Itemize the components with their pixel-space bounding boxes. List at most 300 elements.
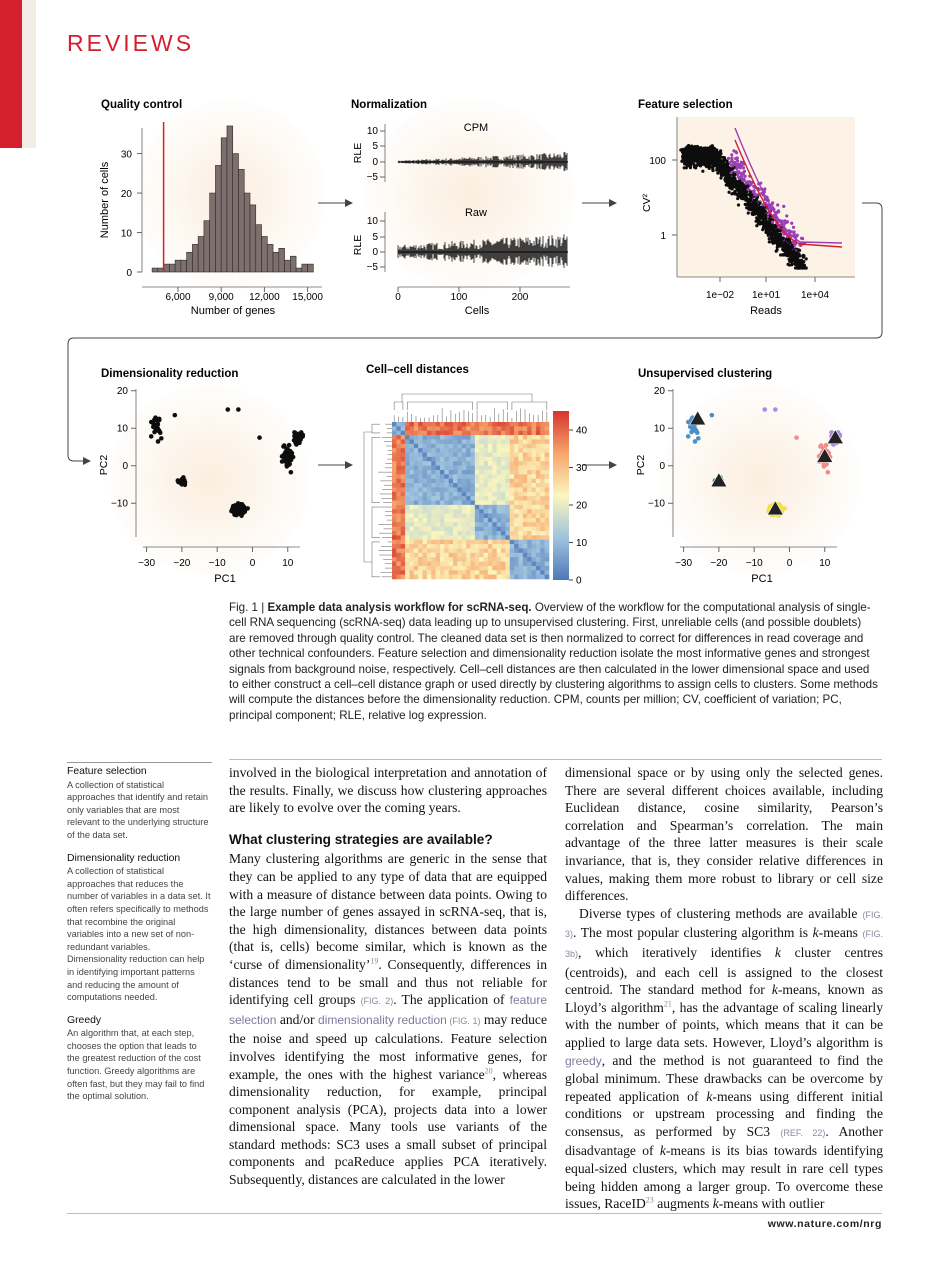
heatmap-cell (423, 509, 428, 514)
glossary-link-feature-selection[interactable]: feature selection (229, 993, 547, 1027)
heatmap-cell (484, 557, 489, 562)
heatmap-cell (409, 466, 414, 471)
heatmap-cell (471, 439, 476, 444)
gene-point (701, 157, 704, 160)
heatmap-cell (484, 570, 489, 575)
heatmap-cell (523, 492, 528, 497)
heatmap-cell (540, 435, 545, 440)
heatmap-cell (471, 514, 476, 519)
heatmap-cell (484, 553, 489, 558)
cell-point (181, 475, 186, 480)
heatmap-cell (431, 439, 436, 444)
heatmap-cell (462, 501, 467, 506)
heatmap-cell (492, 483, 497, 488)
heatmap-cell (532, 453, 537, 458)
dr-xtick: 10 (282, 558, 294, 569)
heatmap-cell (479, 492, 484, 497)
heatmap-cell (488, 522, 493, 527)
heatmap-cell (462, 461, 467, 466)
gene-point (756, 204, 759, 207)
heatmap-cell (440, 439, 445, 444)
gene-point (797, 248, 800, 251)
qc-xtick: 15,000 (292, 292, 323, 303)
heatmap-cell (449, 501, 454, 506)
heatmap-cell (479, 470, 484, 475)
heatmap-cell (479, 453, 484, 458)
heatmap-cell (505, 522, 510, 527)
heatmap-cell (418, 479, 423, 484)
heatmap-cell (431, 435, 436, 440)
heatmap-cell (497, 466, 502, 471)
heatmap-cell (492, 518, 497, 523)
heatmap-cell (431, 527, 436, 532)
heatmap-cell (453, 483, 458, 488)
heatmap-cell (492, 527, 497, 532)
heatmap-cell (505, 562, 510, 567)
heatmap-cell (392, 483, 397, 488)
heatmap-cell (497, 439, 502, 444)
heatmap-cell (479, 444, 484, 449)
heatmap-cell (436, 557, 441, 562)
heatmap-cell (440, 553, 445, 558)
heatmap-cell (479, 483, 484, 488)
heatmap-cell (409, 548, 414, 553)
heatmap-cell (514, 575, 519, 580)
figure-caption (229, 600, 879, 723)
heatmap-cell (484, 466, 489, 471)
heatmap-cell (536, 531, 541, 536)
heatmap-cell (392, 496, 397, 501)
heatmap-cell (536, 470, 541, 475)
heatmap-cell (444, 466, 449, 471)
heatmap-cell (492, 435, 497, 440)
heatmap-cell (475, 483, 480, 488)
heatmap-cell (492, 540, 497, 545)
heatmap-cell (401, 448, 406, 453)
heatmap-cell (392, 466, 397, 471)
heatmap-cell (405, 527, 410, 532)
heatmap-cell (488, 518, 493, 523)
heatmap-cell (462, 522, 467, 527)
heatmap-cell (518, 453, 523, 458)
heatmap-cell (457, 548, 462, 553)
heatmap-cell (518, 496, 523, 501)
heatmap-cell (492, 557, 497, 562)
heatmap-cell (536, 518, 541, 523)
heatmap-cell (418, 553, 423, 558)
heatmap-cell (501, 527, 506, 532)
fig1-link[interactable]: (FIG. 1) (446, 1015, 481, 1026)
heatmap-cell (457, 514, 462, 519)
heatmap-cell (418, 453, 423, 458)
heatmap-cell (518, 492, 523, 497)
heatmap-cell (423, 544, 428, 549)
heatmap-cell (479, 540, 484, 545)
heatmap-cell (484, 562, 489, 567)
heatmap-cell (536, 439, 541, 444)
heatmap-cell (457, 422, 462, 427)
heatmap-cell (527, 435, 532, 440)
heatmap-cell (545, 466, 550, 471)
cell-point (826, 470, 831, 475)
heatmap-cell (449, 492, 454, 497)
heatmap-cell (540, 492, 545, 497)
heatmap-cell (527, 492, 532, 497)
heatmap-cell (466, 501, 471, 506)
heatmap-cell (532, 518, 537, 523)
heatmap-cell (484, 470, 489, 475)
heatmap-cell (540, 444, 545, 449)
heatmap-cell (431, 575, 436, 580)
fig3-link[interactable]: (FIG. 3) (565, 909, 883, 940)
heatmap-cell (492, 444, 497, 449)
heatmap-cell (532, 466, 537, 471)
heatmap-cell (514, 562, 519, 567)
heatmap-cell (536, 522, 541, 527)
heatmap-cell (501, 435, 506, 440)
heatmap-cell (436, 461, 441, 466)
heatmap-cell (444, 453, 449, 458)
gene-point (776, 243, 779, 246)
heatmap-cell (523, 466, 528, 471)
heatmap-cell (449, 474, 454, 479)
qc-bar (256, 225, 262, 272)
uc-glow (660, 385, 860, 575)
heatmap-cell (471, 431, 476, 436)
heatmap-cell (518, 557, 523, 562)
heatmap-cell (396, 509, 401, 514)
heatmap-cell (423, 487, 428, 492)
heatmap-cell (510, 461, 515, 466)
heatmap-cell (510, 575, 515, 580)
heatmap-cell (514, 431, 519, 436)
heatmap-cell (414, 570, 419, 575)
heatmap-cell (497, 522, 502, 527)
heatmap-cell (510, 514, 515, 519)
heatmap-cell (462, 457, 467, 462)
heatmap-cell (532, 444, 537, 449)
qc-xlabel: Number of genes (190, 305, 276, 317)
heatmap-cell (453, 566, 458, 571)
gene-point (693, 156, 696, 159)
heatmap-cell (414, 540, 419, 545)
gene-point (683, 155, 686, 158)
heatmap-cell (405, 483, 410, 488)
heatmap-cell (423, 448, 428, 453)
heatmap-cell (536, 474, 541, 479)
cell-point (794, 435, 799, 440)
heatmap-cell (518, 522, 523, 527)
heatmap-cell (488, 562, 493, 567)
heatmap-cell (479, 448, 484, 453)
heatmap-cell (518, 474, 523, 479)
heatmap-cell (405, 474, 410, 479)
heatmap-cell (440, 483, 445, 488)
heatmap-cell (405, 422, 410, 427)
heatmap-cell (514, 487, 519, 492)
heatmap-cell (532, 562, 537, 567)
gene-point (756, 207, 759, 210)
heatmap-cell (392, 535, 397, 540)
heatmap-cell (532, 461, 537, 466)
heatmap-cell (462, 474, 467, 479)
gene-point (747, 211, 750, 214)
heatmap-cell (418, 461, 423, 466)
uc-ytick: −10 (648, 498, 665, 510)
heatmap-cell (475, 479, 480, 484)
heatmap-cell (449, 518, 454, 523)
heatmap-cell (414, 553, 419, 558)
heatmap-cell (414, 426, 419, 431)
dendrogram-branch (364, 432, 372, 562)
heatmap-cell (488, 540, 493, 545)
heatmap-cell (440, 444, 445, 449)
heatmap-cell (414, 496, 419, 501)
heatmap-cell (431, 553, 436, 558)
heatmap-cell (536, 466, 541, 471)
dr-glow (110, 385, 310, 575)
heatmap-cell (501, 426, 506, 431)
cell-point (762, 407, 767, 412)
heatmap-cell (457, 544, 462, 549)
heatmap-cell (484, 487, 489, 492)
heatmap-cell (440, 570, 445, 575)
heatmap-cell (431, 548, 436, 553)
heatmap-cell (423, 527, 428, 532)
heatmap-cell (475, 466, 480, 471)
heatmap-cell (392, 527, 397, 532)
figure-1 (0, 0, 950, 600)
heatmap-cell (532, 439, 537, 444)
heatmap-cell (396, 535, 401, 540)
heatmap-cell (540, 544, 545, 549)
heatmap-cell (545, 535, 550, 540)
heatmap-cell (409, 431, 414, 436)
heatmap-cell (405, 548, 410, 553)
heatmap-cell (510, 435, 515, 440)
heatmap-cell (401, 439, 406, 444)
cell-point (173, 413, 178, 418)
heatmap-cell (501, 470, 506, 475)
heatmap-cell (423, 444, 428, 449)
heatmap-cell (518, 483, 523, 488)
heatmap-cell (510, 531, 515, 536)
heatmap-cell (457, 492, 462, 497)
heatmap-cell (536, 435, 541, 440)
heatmap-cell (479, 557, 484, 562)
heatmap-cell (505, 518, 510, 523)
heatmap-cell (518, 461, 523, 466)
heatmap-cell (440, 431, 445, 436)
heatmap-cell (514, 457, 519, 462)
heatmap-cell (488, 470, 493, 475)
heatmap-cell (444, 557, 449, 562)
heatmap-cell (505, 505, 510, 510)
qc-bar (273, 252, 279, 272)
heatmap-cell (505, 479, 510, 484)
gene-point (701, 151, 704, 154)
qc-bar (302, 264, 308, 272)
cell-point (157, 428, 162, 433)
gene-point (701, 170, 704, 173)
heatmap-cell (405, 522, 410, 527)
heatmap-cell (505, 439, 510, 444)
heatmap-cell (492, 426, 497, 431)
heatmap-cell (475, 548, 480, 553)
heatmap-cell (505, 548, 510, 553)
fig3b-link[interactable]: (FIG. 3b) (565, 929, 883, 959)
norm-xtick: 200 (511, 292, 529, 303)
heatmap-cell (523, 457, 528, 462)
gene-point (702, 154, 705, 157)
heatmap-cell (462, 448, 467, 453)
heatmap-cell (475, 431, 480, 436)
cell-point (289, 457, 294, 462)
heatmap-cell (536, 514, 541, 519)
paragraph: dimensional space or by using only the selected genes. There are several different choices available, including Euclidean distance, cosine similarity, Pearson’s correlation and Spearman’s correlation. The main advantage of the three latter measures is their scale invariance, that is, they consider relative differences in values, making them more robust to library or cell size differences. (565, 765, 883, 904)
cell-point (151, 425, 156, 430)
heatmap-cell (484, 444, 489, 449)
heatmap-cell (497, 457, 502, 462)
gene-point (734, 163, 737, 166)
gene-point (697, 147, 700, 150)
heatmap-cell (471, 461, 476, 466)
glossary-sidebar (67, 766, 212, 1103)
cell-point (300, 434, 305, 439)
heatmap-cell (527, 431, 532, 436)
heatmap-cell (418, 562, 423, 567)
heatmap-cell (453, 505, 458, 510)
gene-point (781, 237, 784, 240)
heatmap-cell (510, 457, 515, 462)
heatmap-cell (492, 501, 497, 506)
heatmap-cell (536, 448, 541, 453)
heatmap-cell (545, 522, 550, 527)
heatmap-cell (418, 496, 423, 501)
heatmap-cell (475, 527, 480, 532)
heatmap-cell (457, 448, 462, 453)
heatmap-cell (484, 483, 489, 488)
heatmap-cell (501, 479, 506, 484)
qc-bar (244, 193, 250, 272)
cell-point (236, 501, 241, 506)
heatmap-cell (449, 431, 454, 436)
glossary-link-greedy[interactable]: greedy (565, 1053, 602, 1068)
heatmap-cell (449, 505, 454, 510)
heatmap-cell (462, 487, 467, 492)
heatmap-cell (418, 444, 423, 449)
caption-rule (229, 759, 882, 760)
heatmap-cell (510, 479, 515, 484)
gene-point (730, 153, 733, 156)
heatmap-cell (444, 514, 449, 519)
heatmap-cell (444, 487, 449, 492)
heatmap-cell (514, 544, 519, 549)
heatmap-cell (423, 431, 428, 436)
ref22-link[interactable]: (REF. 22) (780, 1127, 826, 1138)
fig2-link[interactable]: (FIG. 2) (360, 996, 394, 1007)
heatmap-cell (457, 535, 462, 540)
heatmap-cell (453, 496, 458, 501)
heatmap-cell (436, 448, 441, 453)
glossary-link-dimensionality-reduction[interactable]: dimensionality reduction (318, 1012, 447, 1027)
heatmap-cell (431, 448, 436, 453)
heatmap-cell (414, 531, 419, 536)
heatmap-cell (545, 426, 550, 431)
heatmap-cell (457, 527, 462, 532)
heatmap-cell (518, 422, 523, 427)
heatmap-cell (396, 514, 401, 519)
heatmap-cell (401, 562, 406, 567)
heatmap-cell (431, 492, 436, 497)
heatmap-cell (418, 535, 423, 540)
heatmap-cell (401, 444, 406, 449)
heatmap-cell (484, 505, 489, 510)
heatmap-cell (436, 535, 441, 540)
heatmap-cell (453, 514, 458, 519)
heatmap-cell (457, 431, 462, 436)
heatmap-cell (497, 492, 502, 497)
heatmap-cell (396, 435, 401, 440)
heatmap-cell (484, 457, 489, 462)
dr-ytick: −10 (111, 498, 128, 510)
heatmap-cell (536, 457, 541, 462)
qc-ytick: 30 (120, 149, 132, 161)
heatmap-cell (523, 474, 528, 479)
heatmap-cell (545, 487, 550, 492)
heatmap-cell (427, 540, 432, 545)
heatmap-cell (488, 531, 493, 536)
gene-point (719, 176, 722, 179)
heatmap-cell (453, 435, 458, 440)
heatmap-cell (427, 527, 432, 532)
heatmap-cell (536, 501, 541, 506)
fs-xtick: 1e−02 (705, 290, 735, 301)
heatmap-cell (440, 448, 445, 453)
heatmap-cell (514, 527, 519, 532)
gene-point (706, 153, 709, 156)
heatmap-cell (453, 453, 458, 458)
journal-url[interactable]: www.nature.com/nrg (767, 1218, 882, 1230)
paragraph: Diverse types of clustering methods are available (FIG. 3). The most popular clustering algorithm is k-means (FIG. 3b), which iteratively identifies k cluster centres (centroids), and each cell is assigned to the closest centroid. The standard method for k-means, known as Lloyd’s algorithm$^{21}$, has the advantage of scaling linearly with the number of points, which means that it can be applied to large data sets. However, Lloyd’s algorithm is greedy, and the method is not guaranteed to find the global minimum. These drawbacks can be overcome by repeated application of k-means using different initial conditions or upstream processing and finding the consensus, as performed by SC3 (REF. 22). Another disadvantage of k-means is its bias towards identifying equal-sized clusters, which may result in rare cell types being hidden among a larger group. To overcome these issues, RaceID$^{23}$ augments k-means with outlier (565, 905, 884, 1212)
heatmap-cell (444, 562, 449, 567)
uc-xtick: −10 (745, 558, 763, 569)
gene-point (730, 156, 733, 159)
heatmap-cell (479, 479, 484, 484)
heatmap-cell (466, 470, 471, 475)
gene-point (736, 197, 739, 200)
gene-point (747, 193, 750, 196)
heatmap-cell (497, 553, 502, 558)
heatmap-cell (488, 426, 493, 431)
fs-xlabel: Reads (750, 305, 782, 317)
gene-point (797, 253, 800, 256)
heatmap-cell (540, 453, 545, 458)
heatmap-cell (484, 514, 489, 519)
gene-point (767, 231, 770, 234)
heatmap-cell (423, 457, 428, 462)
norm-ytick: −5 (366, 172, 378, 183)
heatmap-cell (518, 553, 523, 558)
heatmap-cell (444, 474, 449, 479)
cell-point (236, 407, 241, 412)
heatmap-cell (414, 518, 419, 523)
heatmap-cell (540, 570, 545, 575)
heatmap-cell (401, 509, 406, 514)
heatmap-cell (436, 431, 441, 436)
heatmap-cell (540, 487, 545, 492)
heatmap-cell (427, 466, 432, 471)
